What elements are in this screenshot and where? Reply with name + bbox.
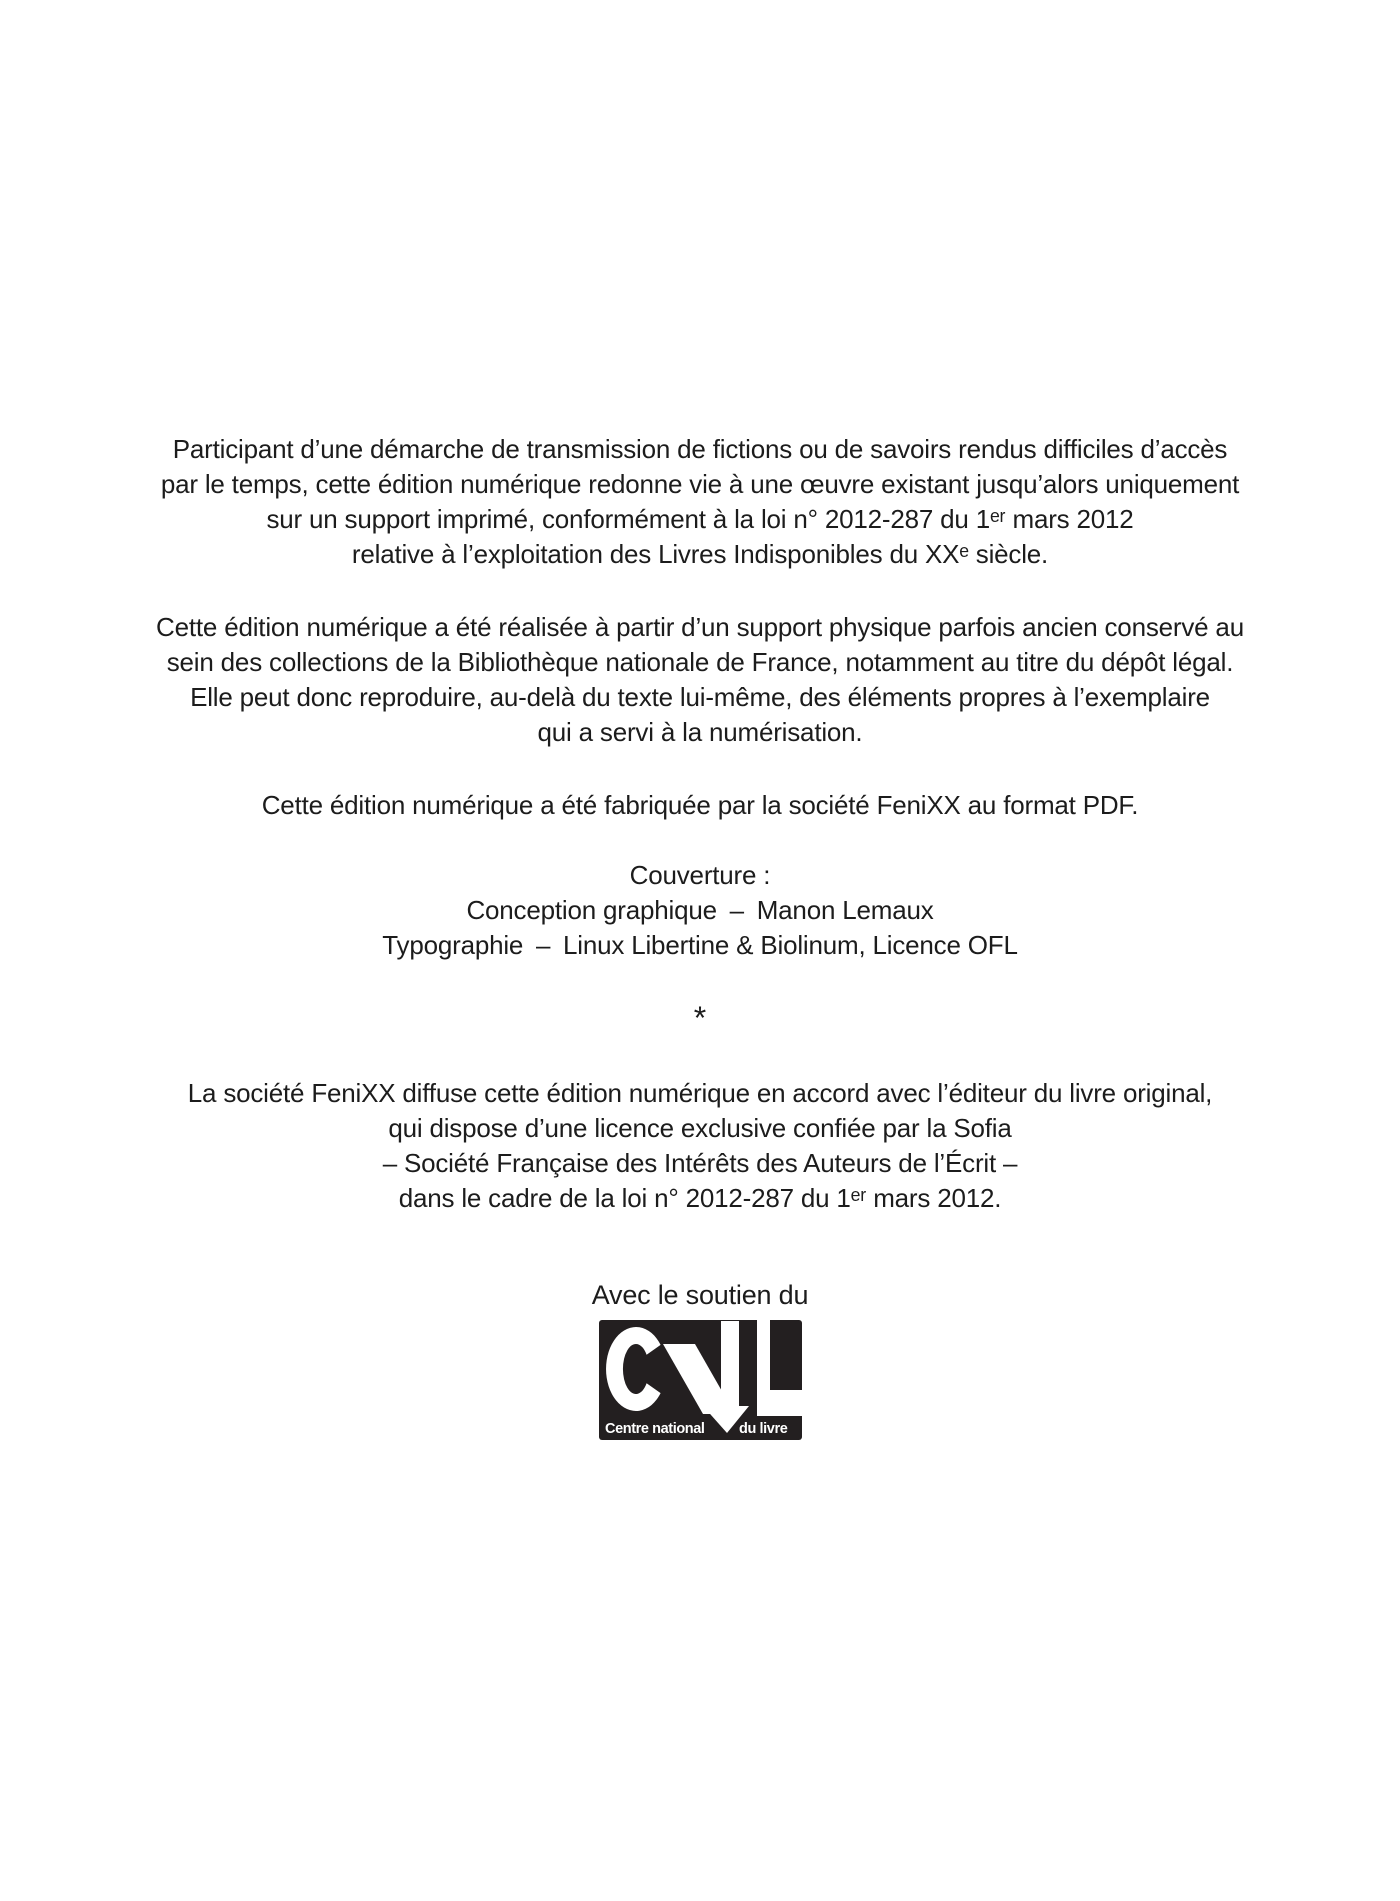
text-line: Elle peut donc reproduire, au-delà du texte lui-même, des éléments propres à l’exemplaire <box>190 682 1210 712</box>
paragraph-bnf-source <box>0 610 1400 750</box>
text-line: qui dispose d’une licence exclusive confiée par la Sofia <box>388 1113 1012 1143</box>
paragraph-fenixx-pdf <box>0 788 1400 823</box>
cnl-support-text: Avec le soutien du <box>591 1280 809 1310</box>
cnl-letter-l-foot <box>757 1390 802 1416</box>
text-line: par le temps, cette édition numérique redonne vie à une œuvre existant jusqu’alors uniquement <box>160 469 1240 499</box>
text-line: – Société Française des Intérêts des Auteurs de l’Écrit – <box>382 1148 1018 1178</box>
cnl-caption-du-livre: du livre <box>739 1421 788 1437</box>
cover-credits <box>0 858 1400 963</box>
text-line: dans le cadre de la loi n° 2012-287 du 1ᵉʳ mars 2012. <box>398 1183 1002 1213</box>
text-line: La société FeniXX diffuse cette édition numérique en accord avec l’éditeur du livre original, <box>187 1078 1213 1108</box>
text-line: sein des collections de la Bibliothèque nationale de France, notamment au titre du dépôt légal. <box>166 647 1234 677</box>
text-line: qui a servi à la numérisation. <box>537 717 863 747</box>
text-line: Conception graphique – Manon Lemaux <box>466 895 934 925</box>
cnl-caption-centre-national: Centre national <box>605 1421 705 1437</box>
text-line: Cette édition numérique a été fabriquée par la société FeniXX au format PDF. <box>261 790 1139 820</box>
text-line: relative à l’exploitation des Livres Indisponibles du XXᵉ siècle. <box>351 539 1049 569</box>
asterisk-separator: * <box>693 1000 707 1036</box>
text-line: Couverture : <box>629 860 771 890</box>
text-line: Typographie – Linux Libertine & Biolinum, Licence OFL <box>382 930 1018 960</box>
paragraph-license-sofia <box>0 1076 1400 1216</box>
text-line: Participant d’une démarche de transmission de fictions ou de savoirs rendus difficiles d’accès <box>172 434 1228 464</box>
text-line: sur un support imprimé, conformément à la loi n° 2012-287 du 1ᵉʳ mars 2012 <box>266 504 1134 534</box>
cnl-logo <box>599 1320 802 1440</box>
cnl-letter-l-stem <box>757 1320 770 1395</box>
cnl-logo-graphic <box>599 1320 802 1440</box>
paragraph-transmission <box>0 432 1400 572</box>
text-line: Cette édition numérique a été réalisée à partir d’un support physique parfois ancien conservé au <box>156 612 1244 642</box>
cnl-letter-n-stem <box>721 1321 739 1412</box>
